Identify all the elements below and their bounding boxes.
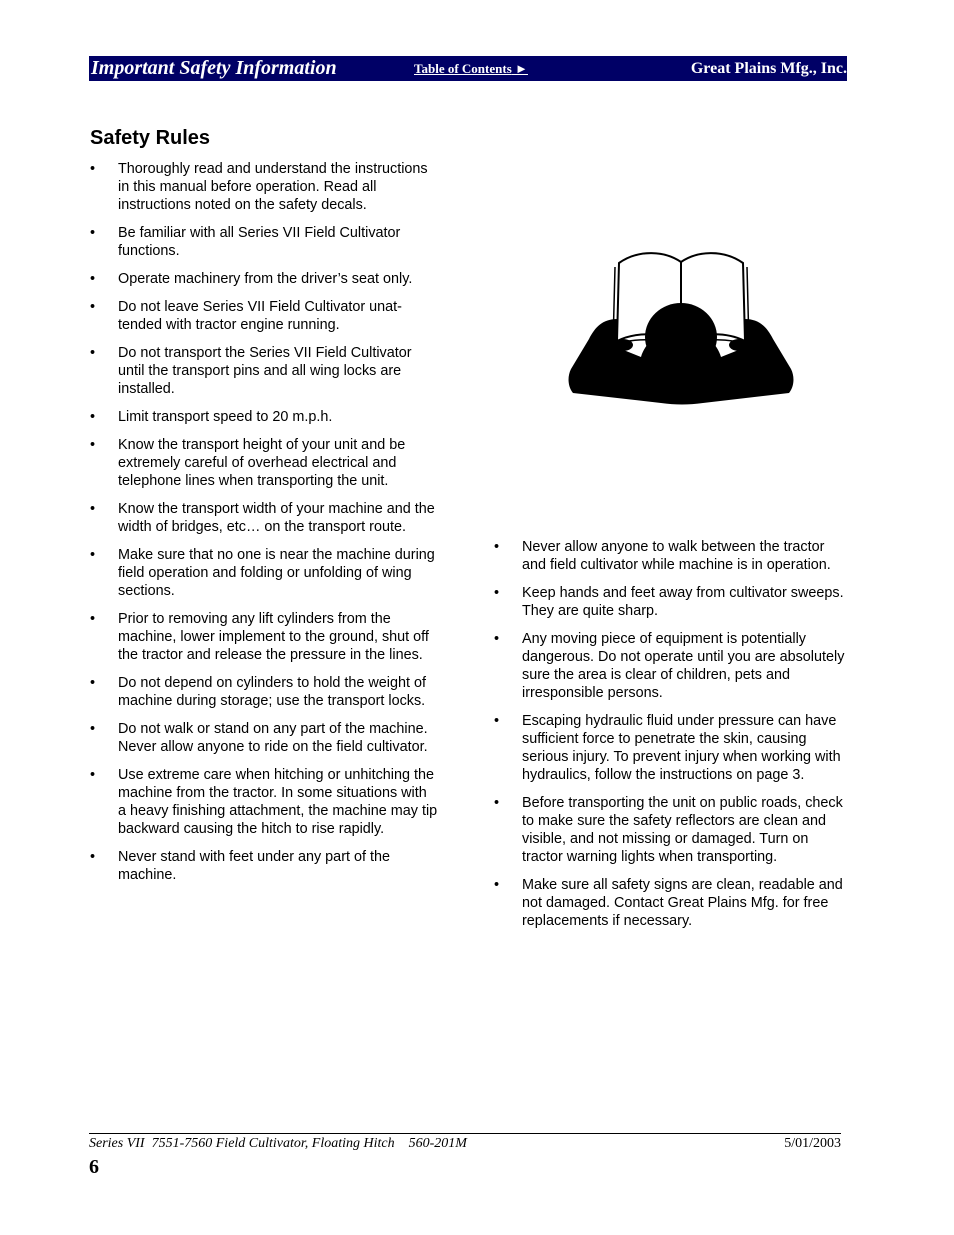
toc-arrow-icon[interactable]: ► [515,61,528,76]
safety-rule-text: Do not depend on cylinders to hold the weight of machine during storage; use the transport locks. [118,675,427,709]
safety-rule-item [494,538,846,574]
bullet-icon: • [90,225,96,241]
safety-rule-text: Never stand with feet under any part of the machine. [118,849,390,883]
safety-rule-item [494,794,846,866]
company-name: Great Plains Mfg., Inc. [690,60,847,77]
safety-rule-item [494,876,846,930]
table-of-contents-link[interactable] [414,61,528,77]
safety-rule-text: Any moving piece of equipment is potentially dangerous. Do not operate until you are absolutely sure the area is clear of children, pets and irresponsible persons. [522,631,845,701]
bullet-icon: • [90,409,96,425]
bullet-icon: • [90,611,96,627]
bullet-icon: • [494,539,500,555]
safety-rule-text: Make sure all safety signs are clean, readable and not damaged. Contact Great Plains Mfg. for free replacements if necessary. [522,877,843,929]
bullet-icon: • [90,675,96,691]
safety-rule-text: Do not leave Series VII Field Cultivator unat-tended with tractor engine running. [118,299,402,333]
bullet-icon: • [90,501,96,517]
footer-date: 5/01/2003 [784,1136,841,1151]
safety-rule-item [494,584,846,620]
safety-rule-item [90,674,438,710]
person-reading-manual-icon [565,245,797,407]
header-title: Important Safety Information [91,57,337,79]
safety-rule-item [90,546,438,600]
safety-rule-text: Know the transport height of your unit and be extremely careful of overhead electrical and telephone lines when transporting the unit. [118,437,406,489]
safety-rule-item [90,270,438,288]
bullet-icon: • [90,547,96,563]
bullet-icon: • [494,795,500,811]
bullet-icon: • [90,345,96,361]
safety-rule-text: Operate machinery from the driver’s seat only. [118,271,413,287]
safety-rule-item [90,436,438,490]
footer-document-title: Series VII 7551-7560 Field Cultivator, Floating Hitch 560-201M [89,1136,467,1151]
safety-rule-item [90,848,438,884]
safety-rule-text: Do not walk or stand on any part of the machine. Never allow anyone to ride on the field cultivator. [118,721,428,755]
page-number: 6 [89,1156,99,1178]
footer-divider [89,1133,841,1134]
safety-rule-text: Do not transport the Series VII Field Cultivator until the transport pins and all wing locks are installed. [118,345,412,397]
safety-rule-item [90,160,438,214]
bullet-icon: • [90,161,96,177]
bullet-icon: • [494,585,500,601]
safety-rule-item [90,408,438,426]
safety-rule-text: Limit transport speed to 20 m.p.h. [118,409,333,425]
safety-rule-item [90,298,438,334]
safety-rule-text: Make sure that no one is near the machine during field operation and folding or unfolding of wing sections. [118,547,435,599]
safety-rule-item [90,500,438,536]
safety-rule-item [494,712,846,784]
bullet-icon: • [494,877,500,893]
section-title: Safety Rules [90,127,211,149]
bullet-icon: • [90,299,96,315]
safety-rule-text: Keep hands and feet away from cultivator sweeps. They are quite sharp. [522,585,844,619]
bullet-icon: • [90,437,96,453]
bullet-icon: • [494,713,500,729]
safety-rule-text: Know the transport width of your machine and the width of bridges, etc… on the transport route. [118,501,435,535]
left-rules-list [90,160,438,894]
safety-rule-item [494,630,846,702]
safety-rule-text: Use extreme care when hitching or unhitching the machine from the tractor. In some situations with a heavy finishing attachment, the machine may tip backward causing the hitch to rise rapidly. [118,767,438,837]
header-bar [89,56,847,81]
bullet-icon: • [90,721,96,737]
safety-rule-item [90,766,438,838]
bullet-icon: • [90,849,96,865]
safety-rule-item [90,344,438,398]
bullet-icon: • [90,271,96,287]
safety-rule-item [90,610,438,664]
safety-rule-text: Thoroughly read and understand the instructions in this manual before operation. Read all instructions noted on the safety decals. [118,161,428,213]
safety-rule-item [90,720,438,756]
safety-rule-text: Never allow anyone to walk between the tractor and field cultivator while machine is in operation. [522,539,831,573]
safety-rule-text: Before transporting the unit on public roads, check to make sure the safety reflectors are clean and visible, and not missing or damaged. Turn on tractor warning lights when transporting. [522,795,843,865]
safety-rule-item [90,224,438,260]
safety-rule-text: Be familiar with all Series VII Field Cultivator functions. [118,225,401,259]
safety-rule-text: Escaping hydraulic fluid under pressure can have sufficient force to penetrate the skin, causing serious injury. To prevent injury when working with hydraulics, follow the instructions on page 3. [522,713,841,783]
toc-link-label[interactable]: Table of Contents [414,61,512,76]
bullet-icon: • [494,631,500,647]
right-rules-list [494,538,846,940]
bullet-icon: • [90,767,96,783]
safety-rule-text: Prior to removing any lift cylinders from the machine, lower implement to the ground, shut off the tractor and release the pressure in the lines. [118,611,429,663]
